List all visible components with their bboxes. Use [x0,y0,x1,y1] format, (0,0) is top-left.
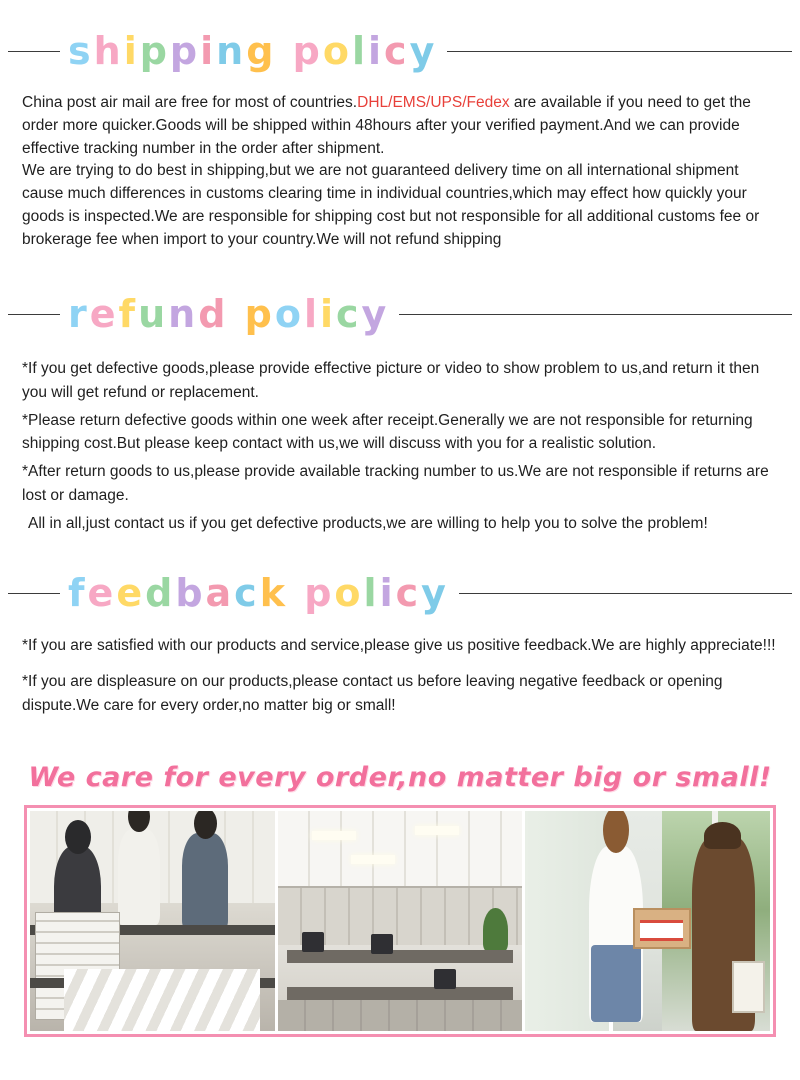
shipping-paragraph-1 [22,92,778,160]
shipping-heading [0,29,800,73]
photo-delivery [525,811,770,1031]
title-letter: e [116,571,146,616]
shipping-paragraph-2: We are trying to do best in shipping,but we are not guaranteed delivery time on all international shipment cause much differences in customs clearing time in individual countries,which may effect how quickly your goods is inspected.We are responsible for shipping cost but not responsible for all additional customs fee or brokerage fee when import to your country.We will not refund shipping [22,162,760,248]
title-letter: p [139,29,170,73]
title-letter: l [303,292,320,337]
heading-rule-left [8,51,60,52]
title-letter: y [421,571,449,616]
photo-office [278,811,523,1031]
title-letter: b [175,571,206,616]
title-letter: c [384,29,410,73]
title-letter: e [89,292,119,337]
title-letter: h [93,29,124,73]
title-letter: y [361,292,390,337]
heading-rule-right [459,593,792,594]
shipping-title [64,29,441,73]
list-item: *If you are satisfied with our products and service,please give us positive feedback.We are highly appreciate!!! [22,637,776,655]
title-letter: n [216,29,247,73]
care-banner: We care for every order,no matter big or small! [28,761,772,793]
title-letter: s [68,29,94,73]
list-item: *If you are displeasure on our products,please contact us before leaving negative feedback or opening dispute.We care for every order,no matter big or small! [22,673,723,714]
title-letter: p [304,571,335,616]
title-letter [288,574,304,612]
title-letter: i [123,29,140,73]
title-letter: i [379,571,396,616]
refund-list [0,357,800,535]
title-letter: i [368,29,385,73]
shipping-body [0,92,800,251]
title-letter: l [363,571,380,616]
title-letter: i [200,29,217,73]
feedback-heading [0,571,800,616]
heading-rule-right [447,51,792,52]
title-letter: o [322,29,352,73]
title-letter: f [118,292,139,337]
feedback-list [0,634,800,717]
heading-rule-left [8,314,60,315]
list-item: *Please return defective goods within one week after receipt.Generally we are not responsible for returning shipping cost.But please keep contact with us,we will discuss with you for a realistic solution. [22,411,753,453]
title-letter: a [205,571,235,616]
feedback-title [64,571,453,616]
title-letter: c [395,571,422,616]
title-letter: p [169,29,201,73]
shipping-p1-after: are available if you need to get the order more quicker.Goods will be shipped within 48hours after your verified payment.And we can provide effective tracking number in the order after shipment. [22,94,751,157]
title-letter [276,32,292,70]
title-letter: f [68,571,88,616]
carrier-highlight: DHL/EMS/UPS/Fedex [357,94,510,111]
title-letter: d [198,292,229,337]
shipping-p1-before: China post air mail are free for most of countries. [22,94,358,111]
photo-strip [24,805,776,1037]
heading-rule-left [8,593,60,594]
title-letter: g [246,29,277,73]
title-letter: p [244,292,275,337]
title-letter: l [351,29,368,73]
photo-packing-room [30,811,275,1031]
title-letter: d [145,571,176,616]
list-item: All in all,just contact us if you get defective products,we are willing to help you to solve the problem! [28,514,708,532]
title-letter: r [68,292,90,337]
title-letter [228,295,244,333]
title-letter: y [409,29,438,73]
title-letter: n [168,292,199,337]
title-letter: u [138,292,169,337]
title-letter: p [292,29,323,73]
refund-heading [0,292,800,337]
title-letter: e [87,571,117,616]
heading-rule-right [399,314,792,315]
title-letter: c [234,571,260,616]
title-letter: o [274,292,304,337]
list-item: *After return goods to us,please provide available tracking number to us.We are not responsible if returns are lost or damage. [22,463,769,504]
title-letter: i [319,292,337,337]
list-item: *If you get defective goods,please provide effective picture or video to show problem to us,and return it then you will get refund or replacement. [22,360,760,401]
title-letter: c [336,292,362,337]
title-letter: k [259,571,288,616]
refund-title [64,292,393,337]
title-letter: o [334,571,364,616]
